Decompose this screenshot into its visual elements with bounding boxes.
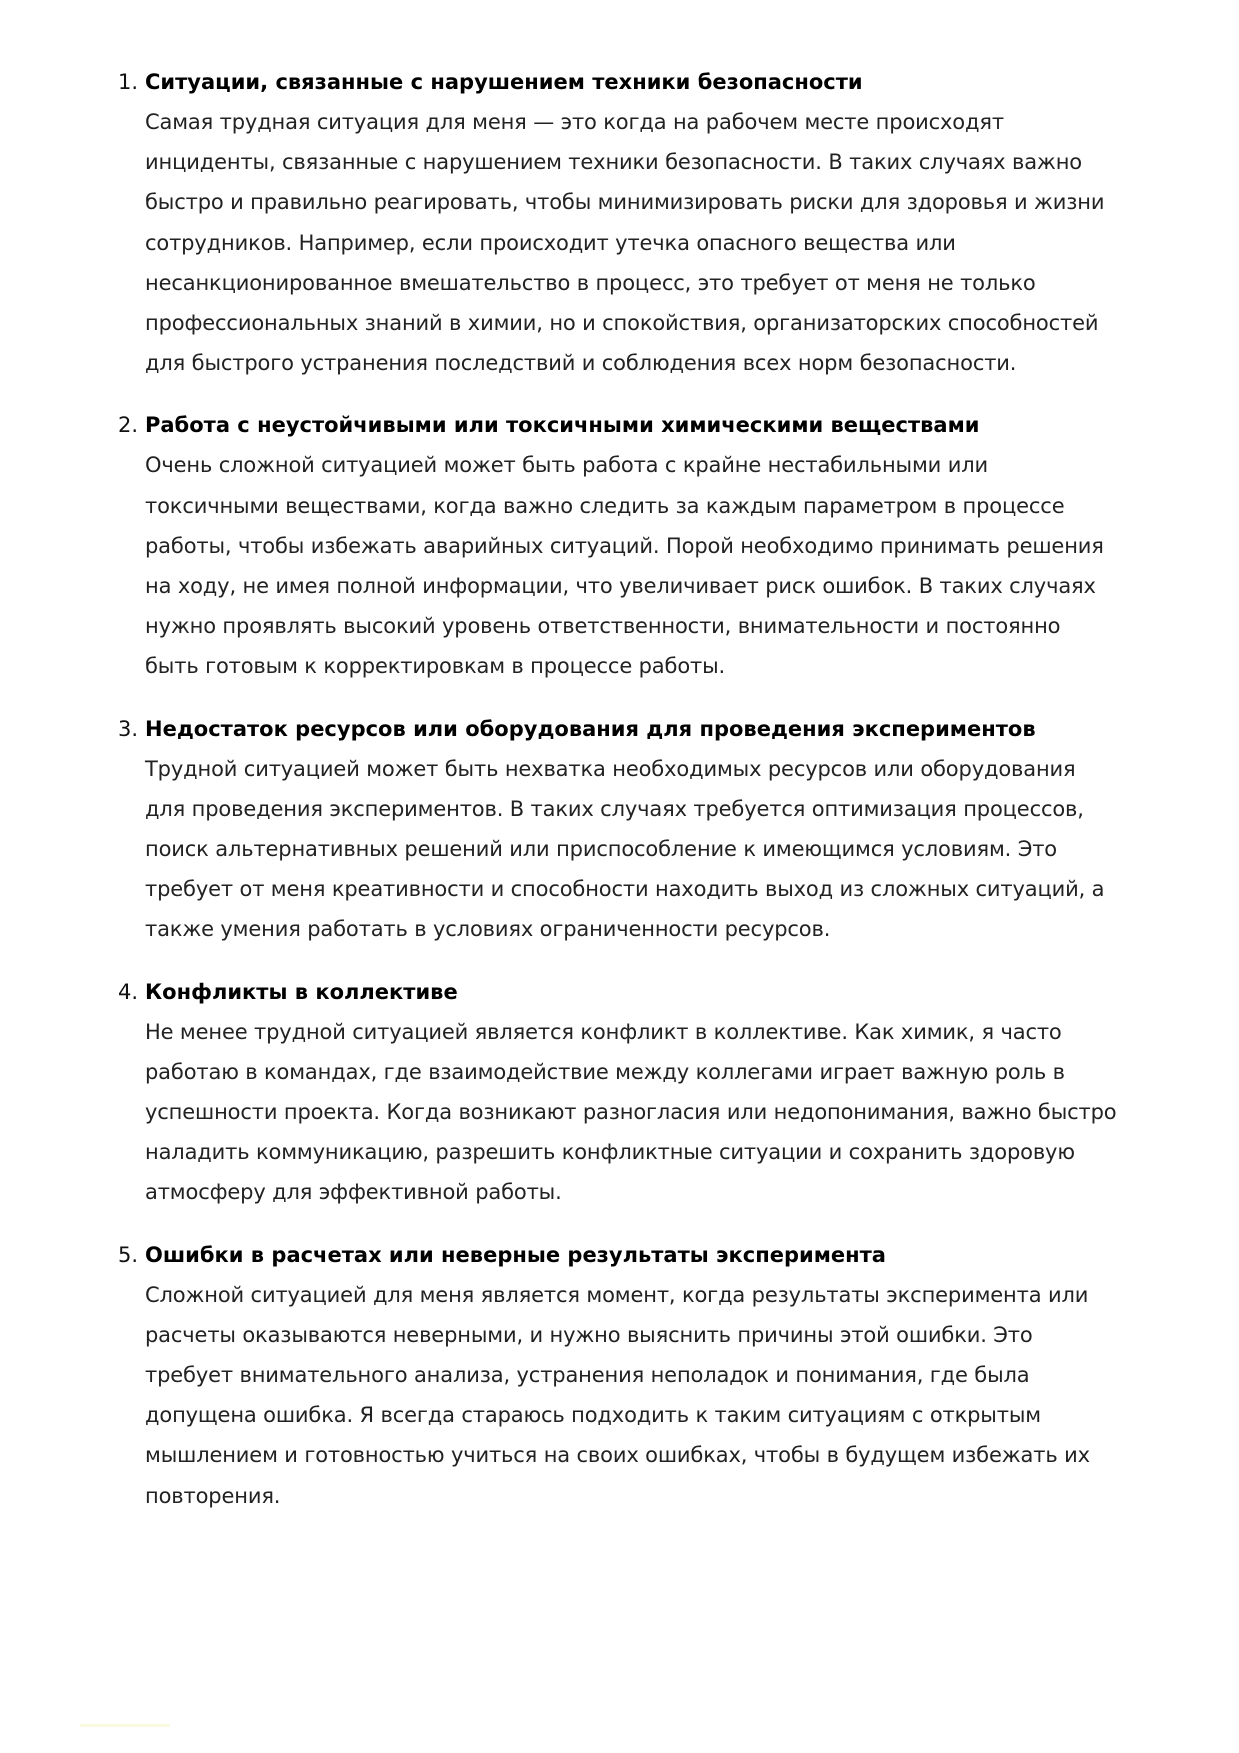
item-line: наладить коммуникацию, разрешить конфликтные ситуации и сохранить здоровую <box>145 1140 1075 1165</box>
item-number: 3. <box>118 716 139 741</box>
item-line: Очень сложной ситуацией может быть работа с крайне нестабильными или <box>145 453 988 478</box>
item-line: поиск альтернативных решений или приспособление к имеющимся условиям. Это <box>145 837 1057 862</box>
item-line: профессиональных знаний в химии, но и спокойствия, организаторских способностей <box>145 311 1099 336</box>
item-line: для быстрого устранения последствий и соблюдения всех норм безопасности. <box>145 351 1017 376</box>
item-line: атмосферу для эффективной работы. <box>145 1180 562 1205</box>
list-item <box>118 62 1158 383</box>
item-line: нужно проявлять высокий уровень ответственности, внимательности и постоянно <box>145 614 1061 639</box>
item-title: Ошибки в расчетах или неверные результаты эксперимента <box>145 1242 886 1267</box>
item-line: сотрудников. Например, если происходит утечка опасного вещества или <box>145 230 956 255</box>
item-line: токсичными веществами, когда важно следить за каждым параметром в процессе <box>145 493 1065 518</box>
list-item <box>118 405 1158 686</box>
item-title: Конфликты в коллективе <box>145 979 458 1004</box>
item-line: мышлением и готовностью учиться на своих ошибках, чтобы в будущем избежать их <box>145 1443 1090 1468</box>
item-number: 1. <box>118 70 139 94</box>
item-line: Сложной ситуацией для меня является момент, когда результаты эксперимента или <box>145 1282 1089 1307</box>
item-line: инциденты, связанные с нарушением техники безопасности. В таких случаях важно <box>145 150 1082 175</box>
item-line: требует внимательного анализа, устранения неполадок и понимания, где была <box>145 1363 1030 1388</box>
difficult-situations-list <box>118 62 1158 1538</box>
item-number: 4. <box>118 979 139 1004</box>
item-line: также умения работать в условиях ограниченности ресурсов. <box>145 917 831 942</box>
item-line: работы, чтобы избежать аварийных ситуаций. Порой необходимо принимать решения <box>145 533 1104 558</box>
list-item <box>118 972 1158 1213</box>
list-item <box>118 709 1158 950</box>
page-corner-marker <box>80 1724 170 1727</box>
item-line: работаю в командах, где взаимодействие между коллегами играет важную роль в <box>145 1059 1065 1084</box>
item-title: Работа с неустойчивыми или токсичными химическими веществами <box>145 413 980 438</box>
item-title: Ситуации, связанные с нарушением техники безопасности <box>145 70 863 94</box>
list-item <box>118 1235 1158 1516</box>
item-number: 2. <box>118 413 139 438</box>
item-line: для проведения экспериментов. В таких случаях требуется оптимизация процессов, <box>145 796 1084 821</box>
item-line: Не менее трудной ситуацией является конфликт в коллективе. Как химик, я часто <box>145 1019 1062 1044</box>
item-line: быстро и правильно реагировать, чтобы минимизировать риски для здоровья и жизни <box>145 190 1105 215</box>
item-line: допущена ошибка. Я всегда стараюсь подходить к таким ситуациям с открытым <box>145 1403 1041 1428</box>
item-line: Трудной ситуацией может быть нехватка необходимых ресурсов или оборудования <box>145 756 1076 781</box>
item-line: повторения. <box>145 1483 281 1508</box>
item-line: на ходу, не имея полной информации, что увеличивает риск ошибок. В таких случаях <box>145 574 1096 599</box>
item-line: расчеты оказываются неверными, и нужно выяснить причины этой ошибки. Это <box>145 1322 1033 1347</box>
item-line: успешности проекта. Когда возникают разногласия или недопонимания, важно быстро <box>145 1100 1117 1125</box>
item-line: несанкционированное вмешательство в процесс, это требует от меня не только <box>145 270 1036 295</box>
item-line: Самая трудная ситуация для меня — это когда на рабочем месте происходят <box>145 110 1004 134</box>
item-number: 5. <box>118 1242 139 1267</box>
item-line: быть готовым к корректировкам в процессе работы. <box>145 654 726 679</box>
item-line: требует от меня креативности и способности находить выход из сложных ситуаций, а <box>145 877 1105 902</box>
item-title: Недостаток ресурсов или оборудования для проведения экспериментов <box>145 716 1036 741</box>
